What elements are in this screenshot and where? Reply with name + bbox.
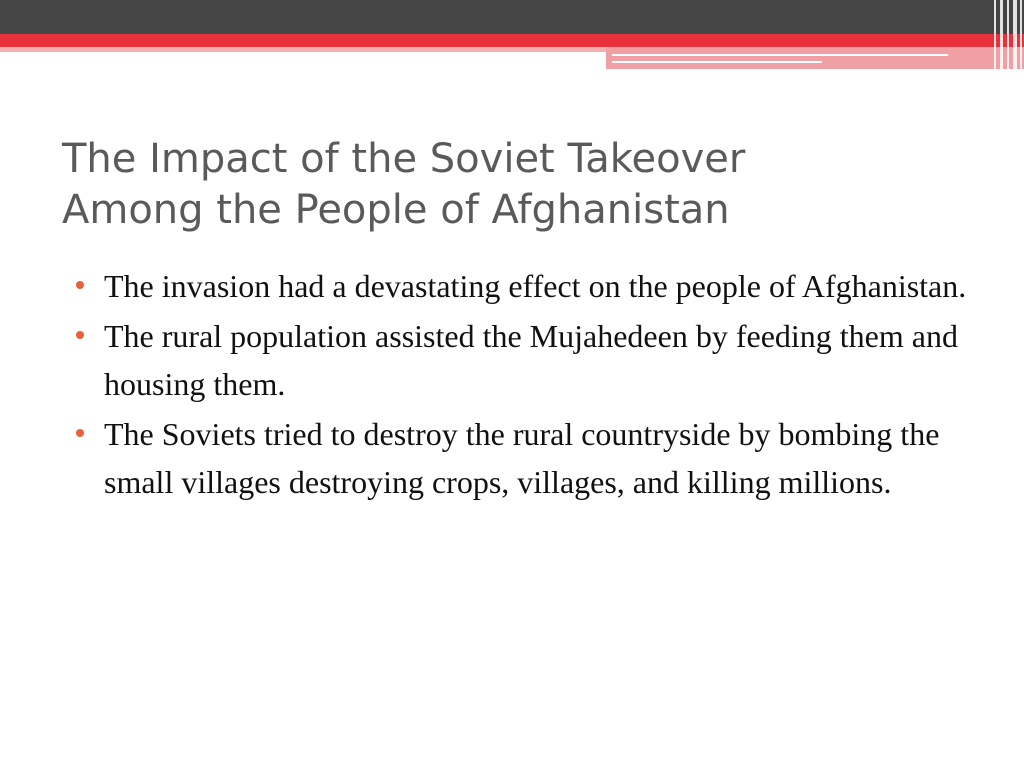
bullet-text: The rural population assisted the Mujahedeen by feeding them and housing them. — [104, 318, 958, 402]
bullet-dot-icon — [76, 331, 84, 339]
header-accent-line — [612, 61, 822, 63]
bullet-dot-icon — [76, 281, 84, 289]
header-stripe — [994, 0, 996, 70]
slide-title-line-2: Among the People of Afghanistan — [62, 187, 730, 233]
bullet-list — [76, 262, 976, 508]
header-red-bar — [0, 34, 1024, 47]
bullet-item — [76, 312, 976, 408]
header-stripe — [1000, 0, 1003, 70]
header-stripe — [1007, 0, 1009, 70]
header-dark-bar — [0, 0, 1024, 34]
bullet-item — [76, 410, 976, 506]
bullet-item — [76, 262, 976, 310]
header-stripe — [1013, 0, 1017, 70]
bullet-dot-icon — [76, 429, 84, 437]
slide-title — [62, 134, 962, 236]
header-stripe — [1020, 0, 1022, 70]
header-accent-tab — [606, 47, 1024, 69]
bullet-text: The invasion had a devastating effect on the people of Afghanistan. — [104, 268, 967, 304]
header-accent-line — [612, 54, 948, 56]
bullet-text: The Soviets tried to destroy the rural countryside by bombing the small villages destroying crops, villages, and killing millions. — [104, 416, 940, 500]
slide-title-line-1: The Impact of the Soviet Takeover — [62, 136, 746, 182]
